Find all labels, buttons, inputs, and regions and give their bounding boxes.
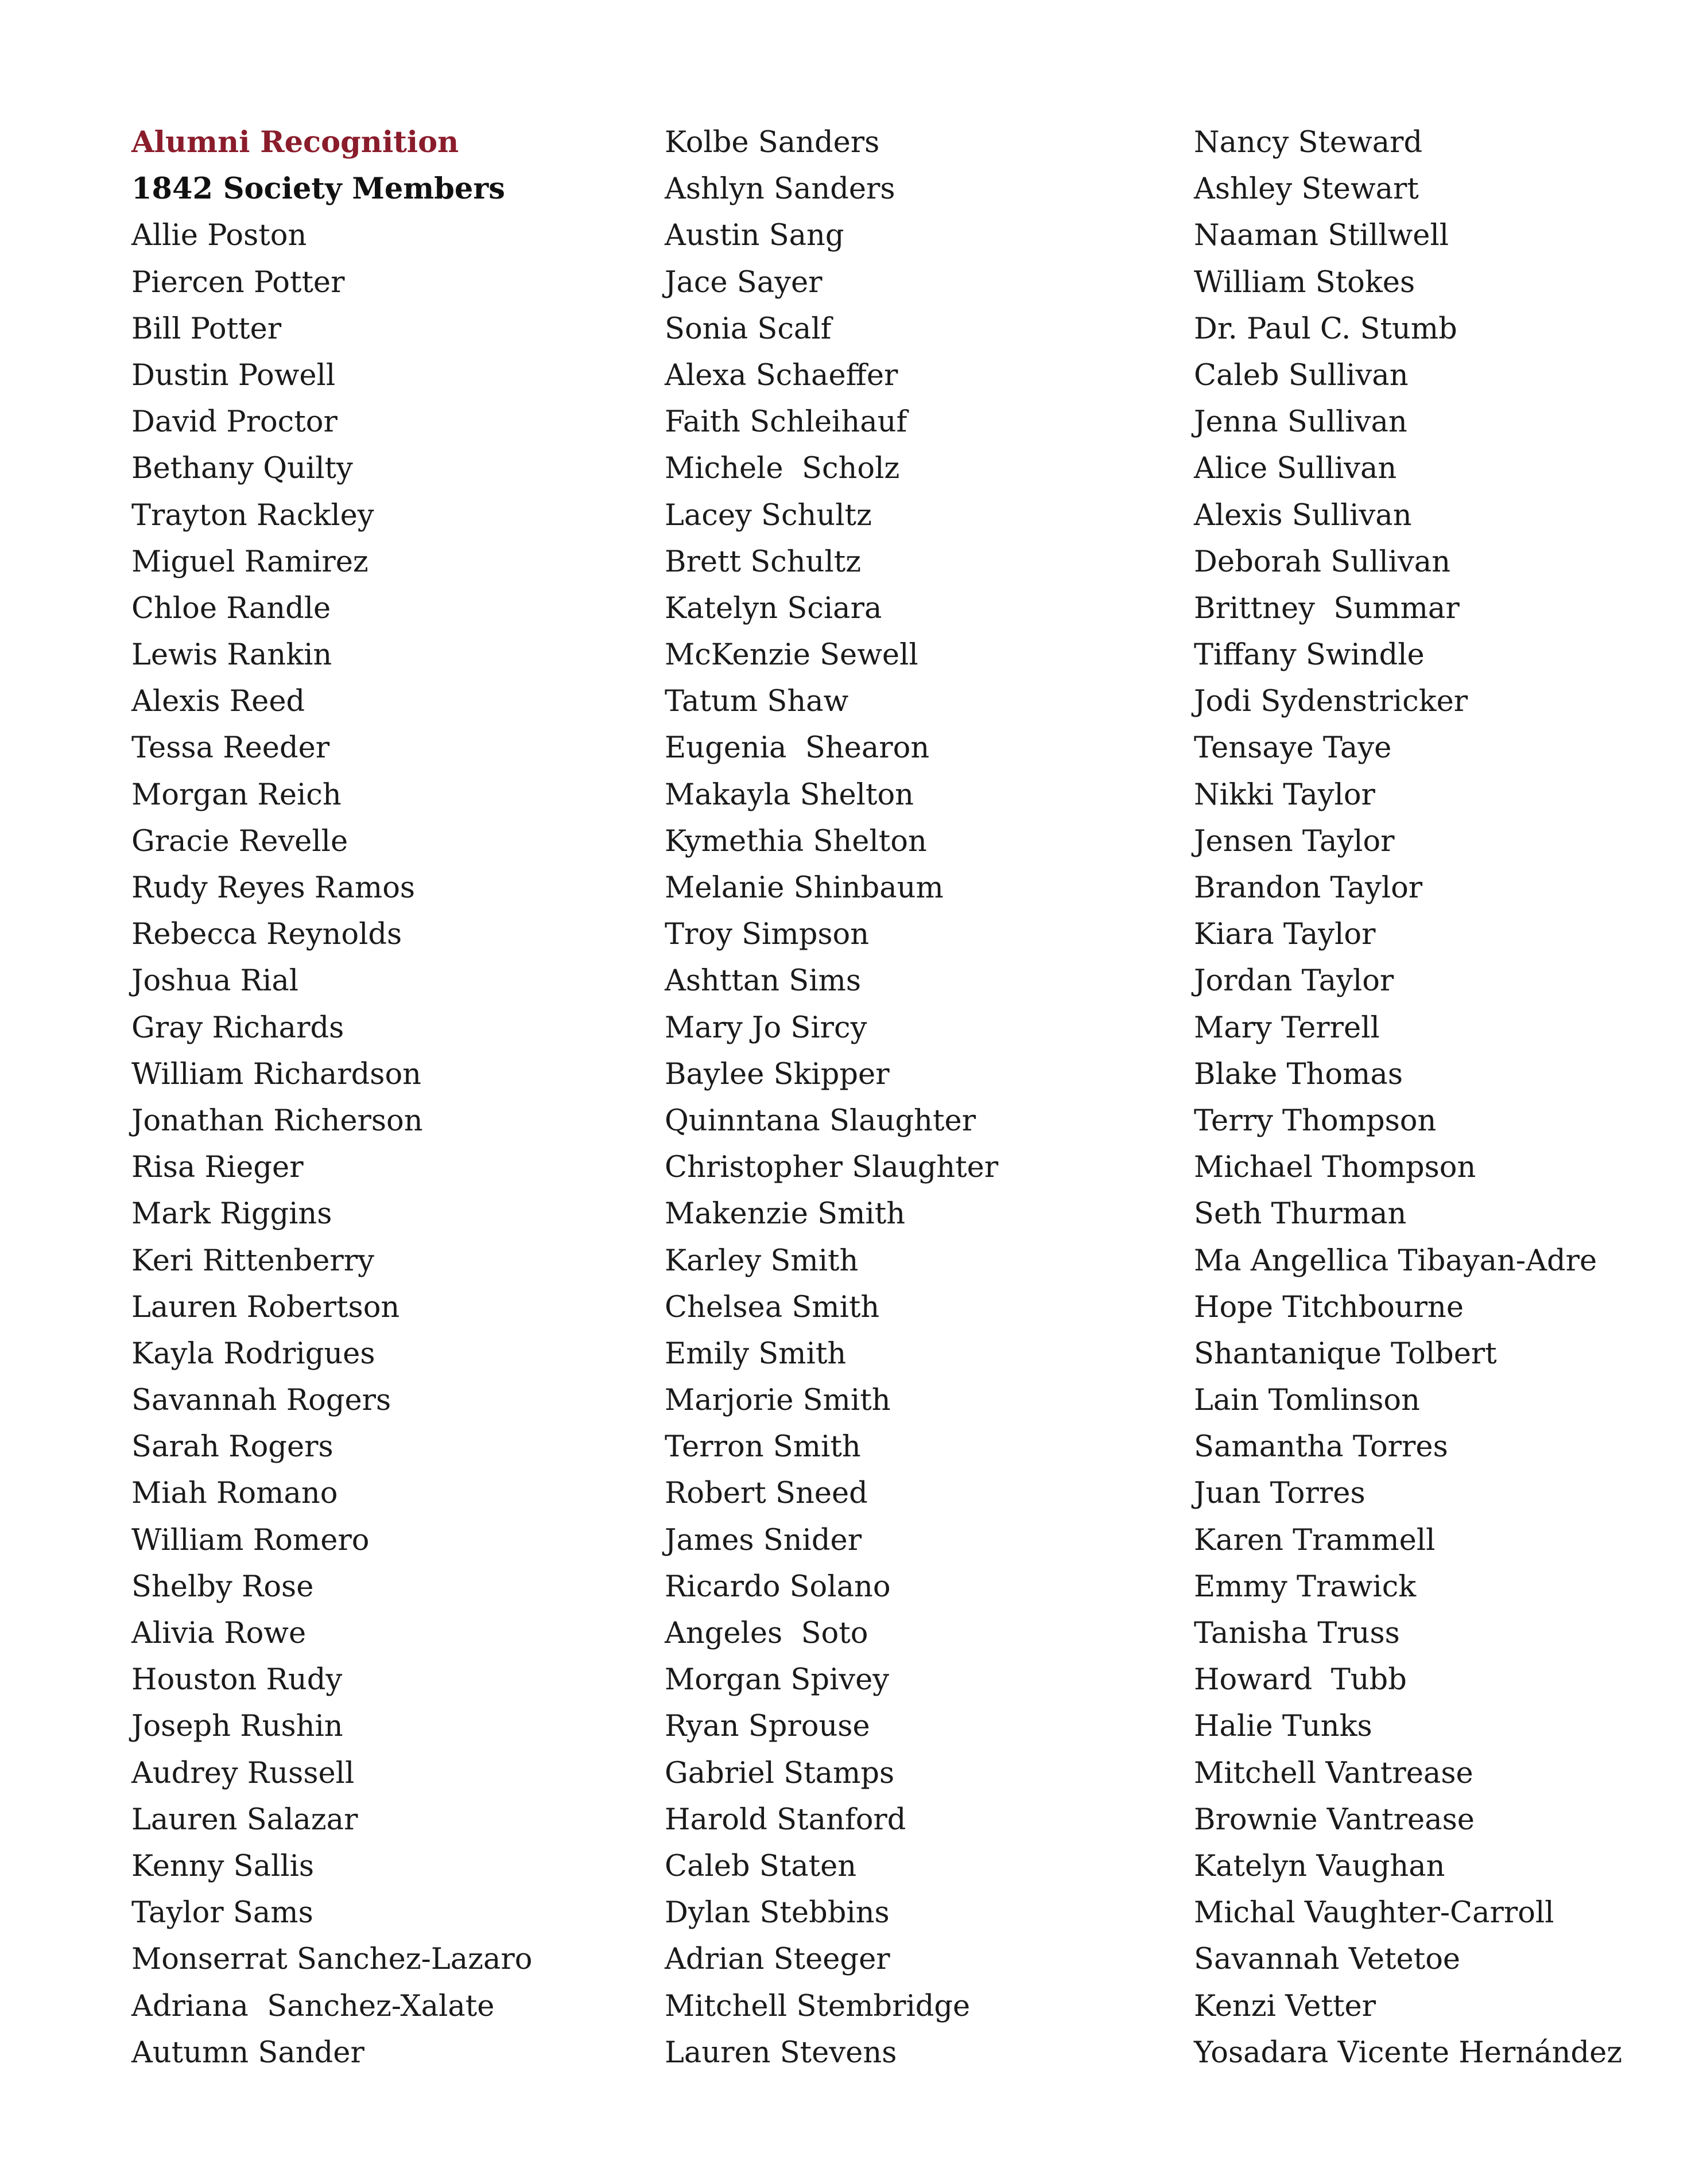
member-name: Emily Smith (665, 1336, 847, 1371)
member-name: Alexis Sullivan (1194, 498, 1412, 533)
member-name: Ashlyn Sanders (665, 172, 895, 207)
member-name: Terry Thompson (1194, 1103, 1437, 1138)
member-name: Shelby Rose (131, 1569, 314, 1604)
member-name: Blake Thomas (1194, 1057, 1403, 1091)
member-name: Jodi Sydenstricker (1194, 685, 1468, 719)
member-name: Makayla Shelton (665, 778, 914, 812)
member-name: Angeles Soto (665, 1616, 868, 1650)
member-name: Jordan Taylor (1194, 964, 1394, 998)
member-name: Adrian Steeger (665, 1942, 890, 1977)
member-name: Austin Sang (665, 219, 844, 253)
member-name: Lauren Robertson (131, 1290, 400, 1324)
member-name: Kymethia Shelton (665, 824, 927, 858)
member-name: Kolbe Sanders (665, 126, 880, 160)
member-name: Naaman Stillwell (1194, 219, 1449, 253)
member-name: Miah Romano (131, 1476, 338, 1511)
member-name: Michael Thompson (1194, 1151, 1476, 1185)
member-name: Rebecca Reynolds (131, 918, 402, 952)
member-name: Tensaye Taye (1194, 731, 1392, 765)
member-name: Lauren Stevens (665, 2035, 897, 2070)
member-name: Audrey Russell (131, 1756, 355, 1790)
member-name: Michal Vaughter-Carroll (1194, 1896, 1554, 1930)
member-name: Eugenia Shearon (665, 731, 930, 765)
member-name: Mark Riggins (131, 1197, 332, 1231)
member-name: Ricardo Solano (665, 1569, 891, 1604)
member-name: Faith Schleihauf (665, 405, 907, 440)
section-subheading: 1842 Society Members (131, 172, 505, 207)
member-name: Morgan Spivey (665, 1663, 890, 1697)
member-name: Katelyn Vaughan (1194, 1849, 1445, 1883)
member-column-3 (1194, 119, 1622, 2076)
member-name: Ashley Stewart (1194, 172, 1419, 207)
member-name: Sarah Rogers (131, 1430, 333, 1464)
member-name: Ashttan Sims (665, 964, 862, 998)
member-name: Joshua Rial (131, 964, 299, 998)
member-name: Karley Smith (665, 1243, 859, 1278)
member-name: Gray Richards (131, 1011, 344, 1045)
member-name: Savannah Vetetoe (1194, 1942, 1461, 1977)
member-name: Morgan Reich (131, 778, 342, 812)
member-name: Lewis Rankin (131, 638, 332, 673)
member-name: Chelsea Smith (665, 1290, 880, 1324)
member-name: McKenzie Sewell (665, 638, 918, 673)
member-name: Lauren Salazar (131, 1802, 358, 1837)
member-name: Alexa Schaeffer (665, 358, 898, 393)
member-name: Emmy Trawick (1194, 1569, 1417, 1604)
member-name: Shantanique Tolbert (1194, 1336, 1497, 1371)
member-name: Brownie Vantrease (1194, 1802, 1475, 1837)
member-name: Hope Titchbourne (1194, 1290, 1464, 1324)
member-name: Kayla Rodrigues (131, 1336, 375, 1371)
member-name: Dustin Powell (131, 358, 336, 393)
member-name: Alice Sullivan (1194, 452, 1397, 486)
member-name: Ma Angellica Tibayan-Adre (1194, 1243, 1597, 1278)
member-name: Terron Smith (665, 1430, 861, 1464)
member-name: Deborah Sullivan (1194, 545, 1451, 579)
member-name: William Stokes (1194, 265, 1415, 300)
member-name: Halie Tunks (1194, 1709, 1372, 1744)
member-column-1 (131, 119, 533, 2076)
member-name: Dylan Stebbins (665, 1896, 890, 1930)
member-name: Mary Terrell (1194, 1011, 1380, 1045)
member-name: Miguel Ramirez (131, 545, 368, 579)
member-name: Bill Potter (131, 312, 282, 346)
member-name: Jace Sayer (665, 265, 823, 300)
member-name: Karen Trammell (1194, 1523, 1436, 1557)
member-name: Caleb Staten (665, 1849, 857, 1883)
member-name: Houston Rudy (131, 1663, 343, 1697)
member-name: Howard Tubb (1194, 1663, 1407, 1697)
member-name: Makenzie Smith (665, 1197, 906, 1231)
member-name: Dr. Paul C. Stumb (1194, 312, 1457, 346)
member-name: Piercen Potter (131, 265, 345, 300)
member-name: Seth Thurman (1194, 1197, 1407, 1231)
member-name: Kiara Taylor (1194, 918, 1376, 952)
member-name: Monserrat Sanchez-Lazaro (131, 1942, 533, 1977)
member-name: Chloe Randle (131, 591, 331, 625)
member-name: Kenny Sallis (131, 1849, 315, 1883)
member-name: Lacey Schultz (665, 498, 872, 533)
member-name: Brett Schultz (665, 545, 862, 579)
member-name: Keri Rittenberry (131, 1243, 374, 1278)
member-name: Kenzi Vetter (1194, 1989, 1376, 2023)
member-name: Baylee Skipper (665, 1057, 890, 1091)
member-name: Marjorie Smith (665, 1384, 891, 1418)
member-name: Harold Stanford (665, 1802, 906, 1837)
member-name: Mitchell Vantrease (1194, 1756, 1473, 1790)
member-name: Mary Jo Sircy (665, 1011, 867, 1045)
member-name: Quinntana Slaughter (665, 1103, 976, 1138)
member-name: Robert Sneed (665, 1476, 868, 1511)
member-name: Lain Tomlinson (1194, 1384, 1420, 1418)
member-name: Troy Simpson (665, 918, 870, 952)
member-name: Nancy Steward (1194, 126, 1423, 160)
member-name: Rudy Reyes Ramos (131, 871, 416, 905)
member-name: Gabriel Stamps (665, 1756, 895, 1790)
member-name: Christopher Slaughter (665, 1151, 999, 1185)
member-name: David Proctor (131, 405, 338, 440)
member-name: Tiffany Swindle (1194, 638, 1425, 673)
member-name: Bethany Quilty (131, 452, 353, 486)
member-name: Alexis Reed (131, 685, 305, 719)
member-name: Tessa Reeder (131, 731, 330, 765)
member-name: Juan Torres (1194, 1476, 1365, 1511)
member-name: Jenna Sullivan (1194, 405, 1407, 440)
page-heading: Alumni Recognition (131, 125, 459, 160)
member-name: Samantha Torres (1194, 1430, 1448, 1464)
member-name: Brandon Taylor (1194, 871, 1423, 905)
member-name: Risa Rieger (131, 1151, 304, 1185)
member-name: Nikki Taylor (1194, 778, 1375, 812)
member-name: Joseph Rushin (131, 1709, 343, 1744)
member-name: Ryan Sprouse (665, 1709, 870, 1744)
member-name: Savannah Rogers (131, 1384, 391, 1418)
member-name: William Romero (131, 1523, 370, 1557)
member-name: Jensen Taylor (1194, 824, 1395, 858)
member-name: Allie Poston (131, 219, 307, 253)
member-name: Tanisha Truss (1194, 1616, 1400, 1650)
member-name: Brittney Summar (1194, 591, 1460, 625)
member-name: Melanie Shinbaum (665, 871, 944, 905)
member-column-2 (665, 119, 998, 2076)
member-name: Alivia Rowe (131, 1616, 307, 1650)
member-name: Jonathan Richerson (131, 1103, 423, 1138)
member-name: Gracie Revelle (131, 824, 348, 858)
member-name: Adriana Sanchez-Xalate (131, 1989, 495, 2023)
member-name: Michele Scholz (665, 452, 900, 486)
member-name: Yosadara Vicente Hernández (1194, 2035, 1623, 2070)
member-name: William Richardson (131, 1057, 422, 1091)
member-name: Taylor Sams (131, 1896, 313, 1930)
member-name: Katelyn Sciara (665, 591, 882, 625)
member-name: Sonia Scalf (665, 312, 832, 346)
member-name: Trayton Rackley (131, 498, 374, 533)
member-name: Mitchell Stembridge (665, 1989, 971, 2023)
member-name: Tatum Shaw (665, 685, 849, 719)
member-name: Autumn Sander (131, 2035, 364, 2070)
member-name: James Snider (665, 1523, 862, 1557)
member-name: Caleb Sullivan (1194, 358, 1409, 393)
